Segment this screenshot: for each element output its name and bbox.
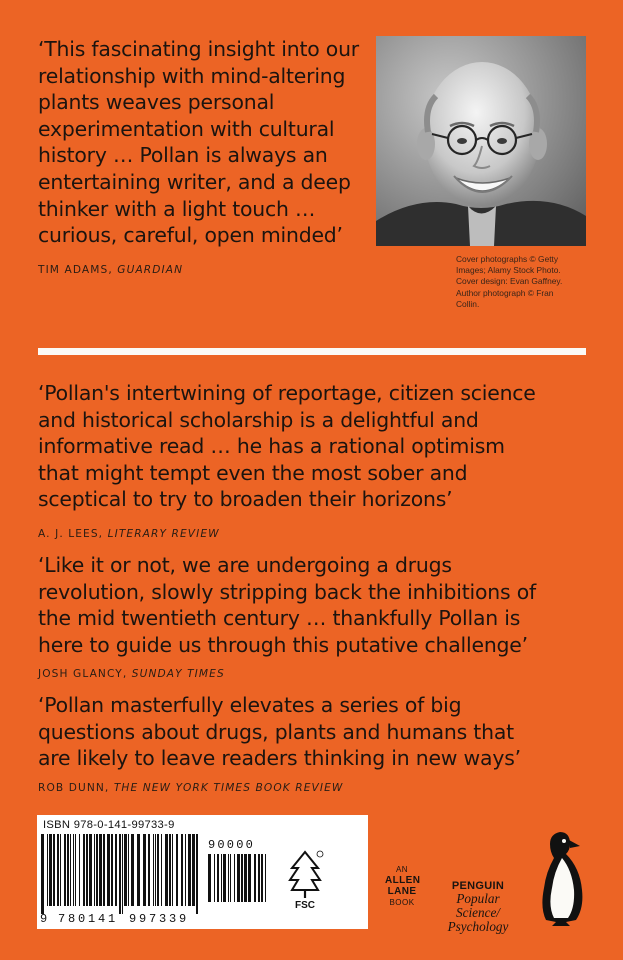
barcode-bar (258, 854, 260, 902)
barcode-bar (124, 834, 127, 906)
barcode-bar (89, 834, 92, 906)
barcode-bar (265, 854, 266, 902)
barcode-bar (248, 854, 251, 902)
barcode-bar (79, 834, 80, 906)
barcode-bar (86, 834, 88, 906)
penguin-logo-icon (536, 828, 588, 928)
quote-2-attribution: A. J. LEES, LITERARY REVIEW (38, 528, 220, 540)
barcode-addon-digits: 90000 (208, 838, 256, 852)
barcode-bar (111, 834, 113, 906)
barcode-bar (75, 834, 76, 906)
barcode-bar (221, 854, 222, 902)
barcode-bar (241, 854, 243, 902)
barcode-bar (128, 834, 129, 906)
quote-1: ‘This fascinating insight into our relationship with mind-altering plants weaves personal experimentation with cultural history … Pollan is always an entertaining writer, and a deep thinker with a light touch … curious, careful, open minded’ (38, 37, 359, 248)
barcode-bar (83, 834, 85, 906)
barcode-bar (214, 854, 215, 902)
barcode-bar (181, 834, 183, 906)
barcode-first-digit: 9 (40, 912, 48, 926)
barcode-bar (41, 834, 44, 914)
barcode-bar (60, 834, 61, 906)
barcode-bar (70, 834, 71, 906)
quote-4: ‘Pollan masterfully elevates a series of big questions about drugs, plants and humans that are likely to leave readers thinking in new ways’ (38, 693, 521, 771)
fsc-label: FSC (295, 900, 315, 910)
barcode-bar (161, 834, 162, 906)
barcode-bar (47, 834, 48, 906)
author-photo (376, 36, 586, 246)
barcode-bar (244, 854, 247, 902)
barcode-bar (103, 834, 105, 906)
quote-4-attribution: ROB DUNN, THE NEW YORK TIMES BOOK REVIEW (38, 782, 344, 794)
barcode-bar (57, 834, 59, 906)
barcode-left-digits: 780141 (58, 912, 119, 926)
quote-1-attribution: TIM ADAMS, GUARDIAN (38, 264, 184, 276)
fsc-logo (284, 848, 326, 910)
price-addon-barcode (208, 854, 268, 926)
barcode-bar (230, 854, 231, 902)
barcode-bar (237, 854, 240, 902)
barcode-bar (137, 834, 140, 906)
barcode-bar (94, 834, 95, 906)
isbn-barcode (41, 834, 201, 914)
barcode-bar (153, 834, 154, 906)
divider-rule (38, 348, 586, 355)
barcode-right-digits: 997339 (129, 912, 190, 926)
barcode-bar (73, 834, 74, 906)
quote-3-attribution: JOSH GLANCY, SUNDAY TIMES (38, 668, 225, 680)
barcode-bar (131, 834, 134, 906)
barcode-bar (208, 854, 211, 902)
barcode-bar (119, 834, 121, 914)
allen-lane-imprint: AN ALLEN LANE BOOK (385, 865, 421, 907)
cover-credits: Cover photographs © Getty Images; Alamy Stock Photo. Cover design: Evan Gaffney. Author photograph © Fran Collin. (456, 254, 563, 309)
barcode-bar (196, 834, 198, 914)
barcode-bar (192, 834, 195, 906)
barcode-bar (176, 834, 178, 906)
barcode-bar (67, 834, 69, 906)
barcode-bar (223, 854, 226, 902)
barcode-bar (115, 834, 117, 906)
barcode-bar (169, 834, 171, 906)
barcode-bar (188, 834, 191, 906)
barcode-bar (261, 854, 263, 902)
barcode-bar (64, 834, 66, 906)
publisher-label: PENGUIN Popular Science/ Psychology (447, 880, 509, 934)
isbn-label: ISBN 978-0-141-99733-9 (43, 819, 175, 831)
barcode-bar (107, 834, 110, 906)
barcode-bar (228, 854, 229, 902)
barcode-bar (148, 834, 150, 906)
barcode-bar (155, 834, 156, 906)
quote-2: ‘Pollan's intertwining of reportage, citizen science and historical scholarship is a delightful and informative read … he has a rational optimism that might tempt even the most sober and sceptical to try to broaden their horizons’ (38, 381, 536, 512)
barcode-bar (99, 834, 102, 906)
author-portrait-image (376, 36, 586, 246)
barcode-bar (53, 834, 55, 906)
barcode-bar (49, 834, 52, 906)
barcode-bar (165, 834, 168, 906)
barcode-bar (157, 834, 159, 906)
barcode-bar (185, 834, 186, 906)
barcode-bar (96, 834, 98, 906)
barcode-bar (254, 854, 256, 902)
quote-3: ‘Like it or not, we are undergoing a drugs revolution, slowly stripping back the inhibitions of the mid twentieth century … thankfully Pollan is here to guide us through this putative challenge’ (38, 553, 536, 657)
barcode-bar (122, 834, 123, 914)
barcode-bar (143, 834, 146, 906)
barcode-bar (234, 854, 235, 902)
barcode-bar (172, 834, 173, 906)
barcode-bar (217, 854, 219, 902)
